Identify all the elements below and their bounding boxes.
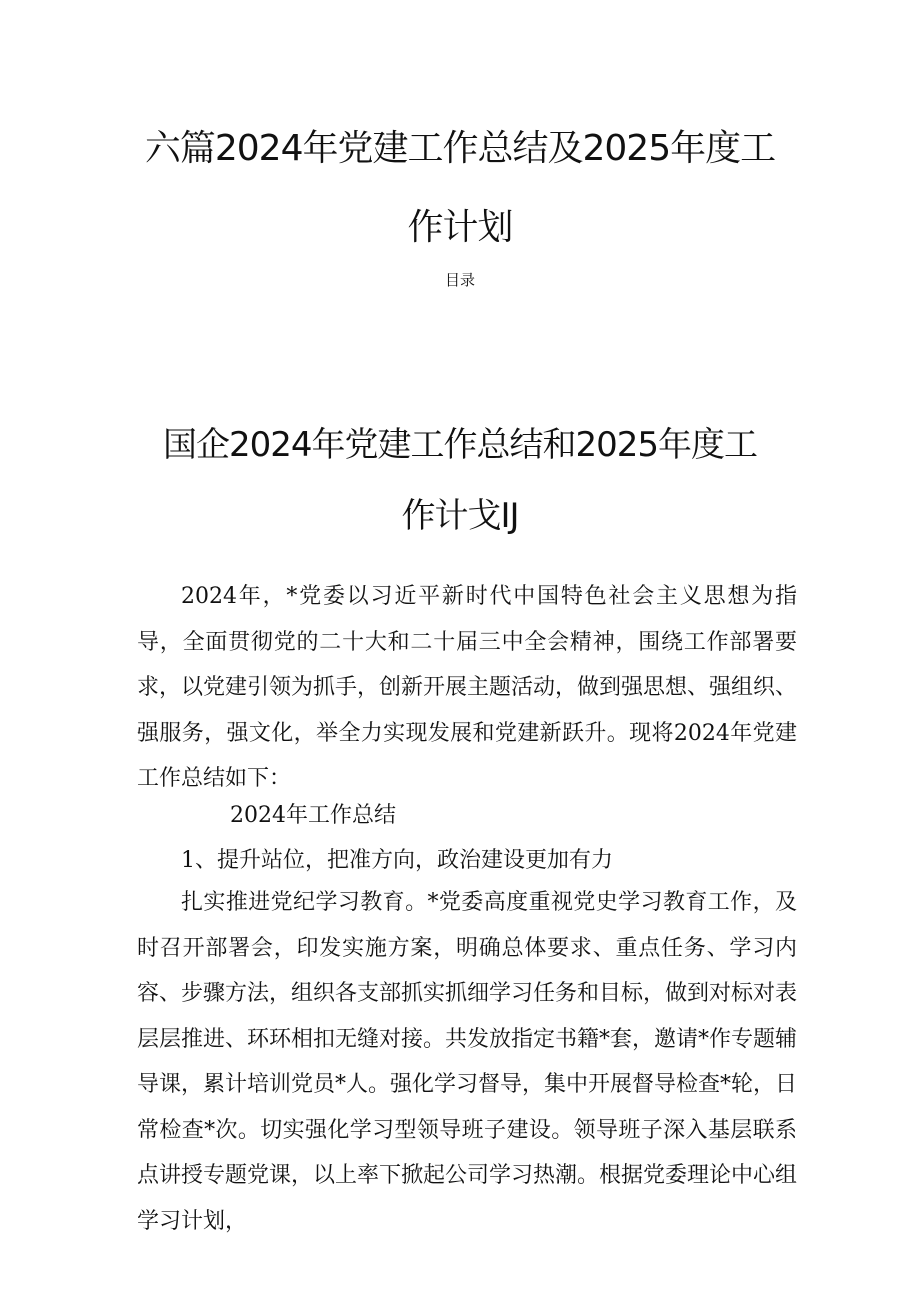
main-title-line2: 作计划: [407, 207, 513, 248]
section-title-line2: 作计戈IJ: [401, 496, 519, 536]
table-of-contents-label: 目录: [444, 271, 475, 289]
intro-paragraph: 2024年，*党委以习近平新时代中国特色社会主义思想为指导，全面贯彻党的二十大和二十届三中全会精神，围绕工作部署要求，以党建引领为抓手，创新开展主题活动，做到强思想、强组织、强服务，强文化，举全力实现发展和党建新跃升。现将2024年党建工作总结如下：: [137, 584, 798, 791]
summary-heading: 2024年工作总结: [230, 803, 396, 828]
point-heading: 1、提升站位，把准方向，政治建设更加有力: [181, 848, 613, 873]
main-title-line1: 六篇2024年党建工作总结及2025年度工: [144, 128, 776, 169]
section-title-line1: 国企2024年党建工作总结和2025年度工: [162, 425, 758, 465]
body-paragraph: 扎实推进党纪学习教育。*党委高度重视党史学习教育工作，及时召开部署会，印发实施方案，明确总体要求、重点任务、学习内容、步骤方法，组织各支部抓实抓细学习任务和目标，做到对标对表层层推进、环环相扣无缝对接。共发放指定书籍*套，邀请*作专题辅导课，累计培训党员*人。强化学习督导，集中开展督导检查*轮，日常检查*次。切实强化学习型领导班子建设。领导班子深入基层联系点讲授专题党课，以上率下掀起公司学习热潮。根据党委理论中心组学习计划，: [137, 890, 798, 1234]
